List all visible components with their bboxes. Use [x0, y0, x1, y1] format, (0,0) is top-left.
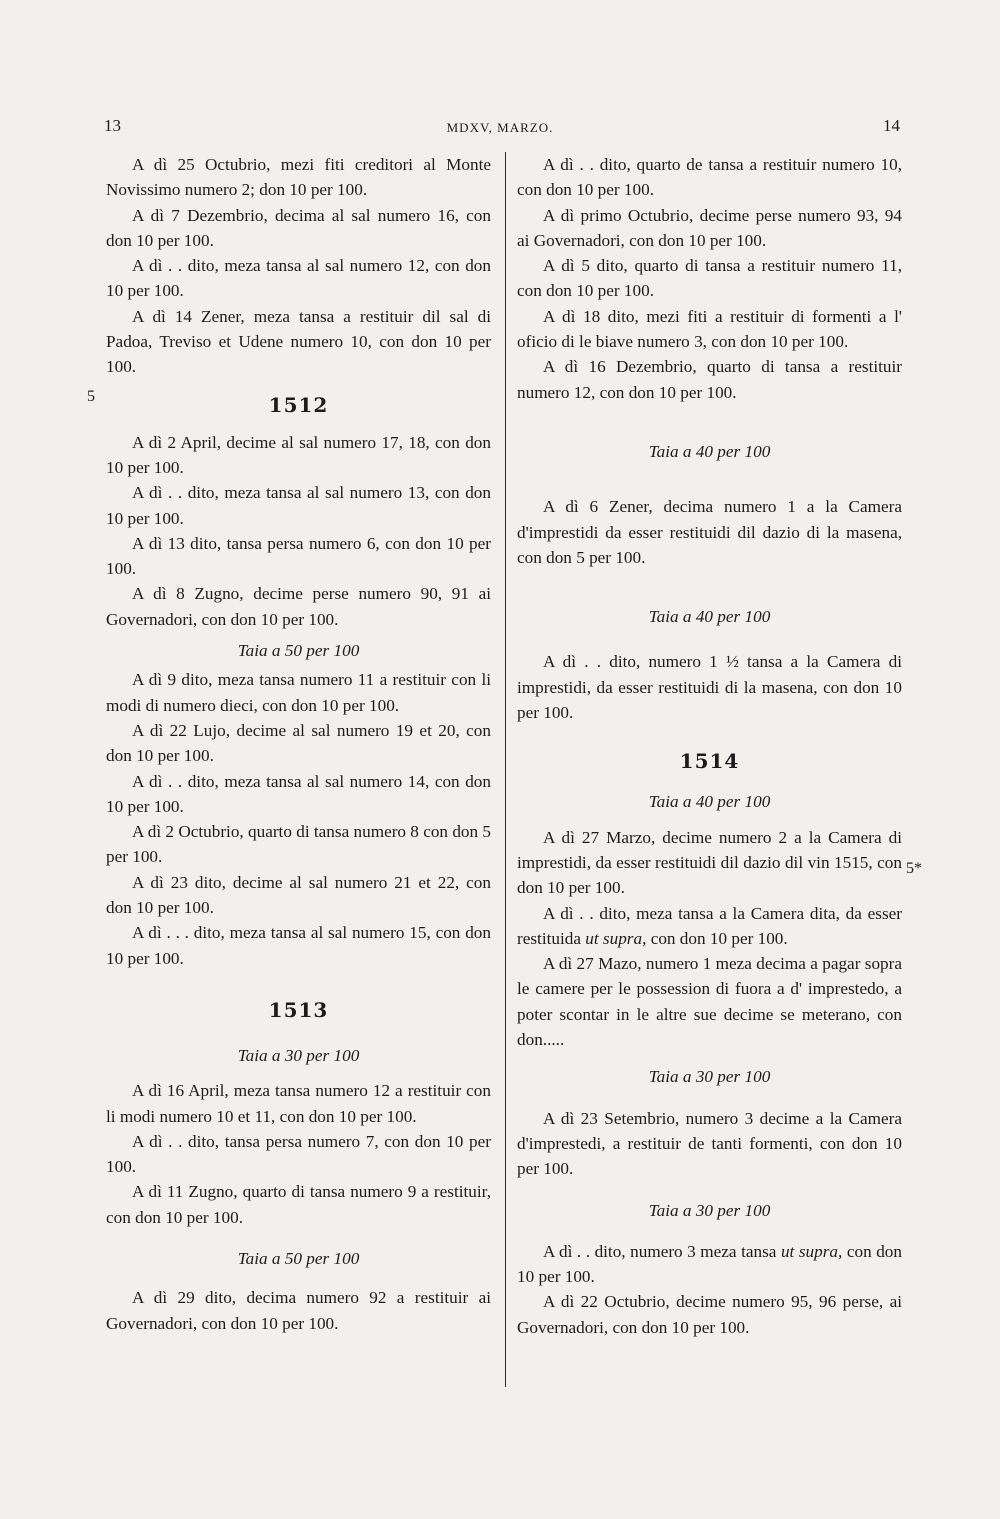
paragraph: A dì 27 Mazo, numero 1 meza decima a pagar sopra le camere per le possession di fuora a d' imprestedo, a poter scontar in le altre sue decime se meterano, con don.....	[517, 954, 902, 1050]
paragraph: A dì 5 dito, quarto di tansa a restituir numero 11, con don 10 per 100.	[517, 256, 902, 301]
paragraph: A dì 2 Octubrio, quarto di tansa numero 8 con don 5 per 100.	[106, 822, 491, 867]
left-margin-mark: 5	[87, 388, 95, 405]
paragraph: A dì 9 dito, meza tansa numero 11 a restituir con li modi di numero dieci, con don 10 per 100.	[106, 670, 491, 715]
paragraph: A dì 6 Zener, decima numero 1 a la Camera d'imprestidi da esser restituidi dil dazio di la masena, con don 5 per 100.	[517, 497, 902, 567]
paragraph: A dì 14 Zener, meza tansa a restituir dil sal di Padoa, Treviso et Udene numero 10, con don 10 per 100.	[106, 306, 491, 377]
year-heading-1513: 1513	[268, 997, 329, 1022]
paragraph: A dì . . dito, numero 1 ½ tansa a la Camera di imprestidi, da esser restituidi di la masena, con don 10 per 100.	[517, 652, 902, 723]
paragraph: A dì 8 Zugno, decime perse numero 90, 91 ai Governadori, con don 10 per 100.	[106, 584, 491, 629]
running-title: MDXV, MARZO.	[446, 120, 554, 135]
paragraph: A dì 7 Dezembrio, decima al sal numero 16, con don 10 per 100.	[106, 205, 491, 250]
paragraph	[517, 1239, 902, 1290]
rate-heading: Taia a 30 per 100	[648, 1067, 771, 1087]
paragraph: A dì 29 dito, decima numero 92 a restituir ai Governadori, con don 10 per 100.	[106, 1288, 491, 1333]
left-page-number: 13	[104, 116, 121, 135]
paragraph	[517, 901, 902, 952]
paragraph: A dì . . dito, meza tansa al sal numero 13, con don 10 per 100.	[106, 483, 491, 528]
paragraph: A dì 16 Dezembrio, quarto di tansa a restituir numero 12, con don 10 per 100.	[517, 357, 902, 402]
paragraph: A dì 23 Setembrio, numero 3 decime a la Camera d'imprestedi, a restituir de tanti formenti, con don 10 per 100.	[517, 1108, 902, 1179]
paragraph: A dì 25 Octubrio, mezi fiti creditori al Monte Novissimo numero 2; don 10 per 100.	[106, 155, 491, 200]
text-run: A dì . . dito, numero 3 meza tansa	[543, 1241, 781, 1261]
text-run: A dì . . dito, meza tansa a la Camera dita, da esser restituida	[517, 903, 902, 948]
paragraph: A dì . . dito, meza tansa al sal numero 14, con don 10 per 100.	[106, 771, 491, 816]
rate-heading: Taia a 40 per 100	[648, 441, 771, 461]
paragraph: A dì 16 April, meza tansa numero 12 a restituir con li modi numero 10 et 11, con don 10 per 100.	[106, 1081, 491, 1126]
paragraph: A dì 22 Octubrio, decime numero 95, 96 perse, ai Governadori, con don 10 per 100.	[517, 1292, 902, 1337]
right-margin-mark: 5*	[906, 860, 922, 877]
rate-heading: Taia a 40 per 100	[648, 792, 771, 812]
text-run: con don 10 per 100.	[517, 1241, 902, 1287]
left-column	[106, 152, 491, 1336]
paragraph: A dì 22 Lujo, decime al sal numero 19 et 20, con don 10 per 100.	[106, 720, 491, 766]
paragraph: A dì . . dito, meza tansa al sal numero 12, con don 10 per 100.	[106, 256, 491, 301]
paragraph: A dì 2 April, decime al sal numero 17, 18, con don 10 per 100.	[106, 432, 491, 477]
italic-text: ut supra,	[780, 1241, 843, 1261]
right-column	[517, 152, 902, 1340]
rate-heading: Taia a 30 per 100	[648, 1200, 771, 1220]
rate-heading: Taia a 30 per 100	[237, 1045, 360, 1065]
paragraph: A dì 13 dito, tansa persa numero 6, con don 10 per 100.	[106, 533, 491, 579]
paragraph: A dì 11 Zugno, quarto di tansa numero 9 a restituir, con don 10 per 100.	[106, 1182, 491, 1227]
paragraph: A dì . . dito, quarto de tansa a restituir numero 10, con don 10 per 100.	[517, 155, 902, 200]
right-page-number: 14	[883, 116, 900, 135]
rate-heading: Taia a 50 per 100	[237, 641, 360, 661]
year-heading-1514: 1514	[679, 749, 740, 774]
paragraph: A dì primo Octubrio, decime perse numero 93, 94 ai Governadori, con don 10 per 100.	[517, 205, 902, 250]
paragraph: A dì 18 dito, mezi fiti a restituir di formenti a l' oficio di le biave numero 3, con don 10 per 100.	[517, 306, 902, 352]
running-header	[100, 116, 900, 142]
paragraph: A dì 27 Marzo, decime numero 2 a la Camera di imprestidi, da esser restituidi dil dazio dil vin 1515, con don 10 per 100.	[517, 827, 902, 898]
rate-heading: Taia a 40 per 100	[648, 607, 771, 627]
text-run: con don 10 per 100.	[646, 928, 788, 948]
column-divider	[505, 152, 506, 1387]
year-heading-1512: 1512	[268, 392, 329, 417]
paragraph: A dì 23 dito, decime al sal numero 21 et 22, con don 10 per 100.	[106, 872, 491, 918]
paragraph: A dì . . . dito, meza tansa al sal numero 15, con don 10 per 100.	[106, 923, 491, 968]
rate-heading: Taia a 50 per 100	[237, 1248, 360, 1268]
italic-text: ut supra,	[585, 928, 647, 948]
paragraph: A dì . . dito, tansa persa numero 7, con don 10 per 100.	[106, 1131, 491, 1177]
